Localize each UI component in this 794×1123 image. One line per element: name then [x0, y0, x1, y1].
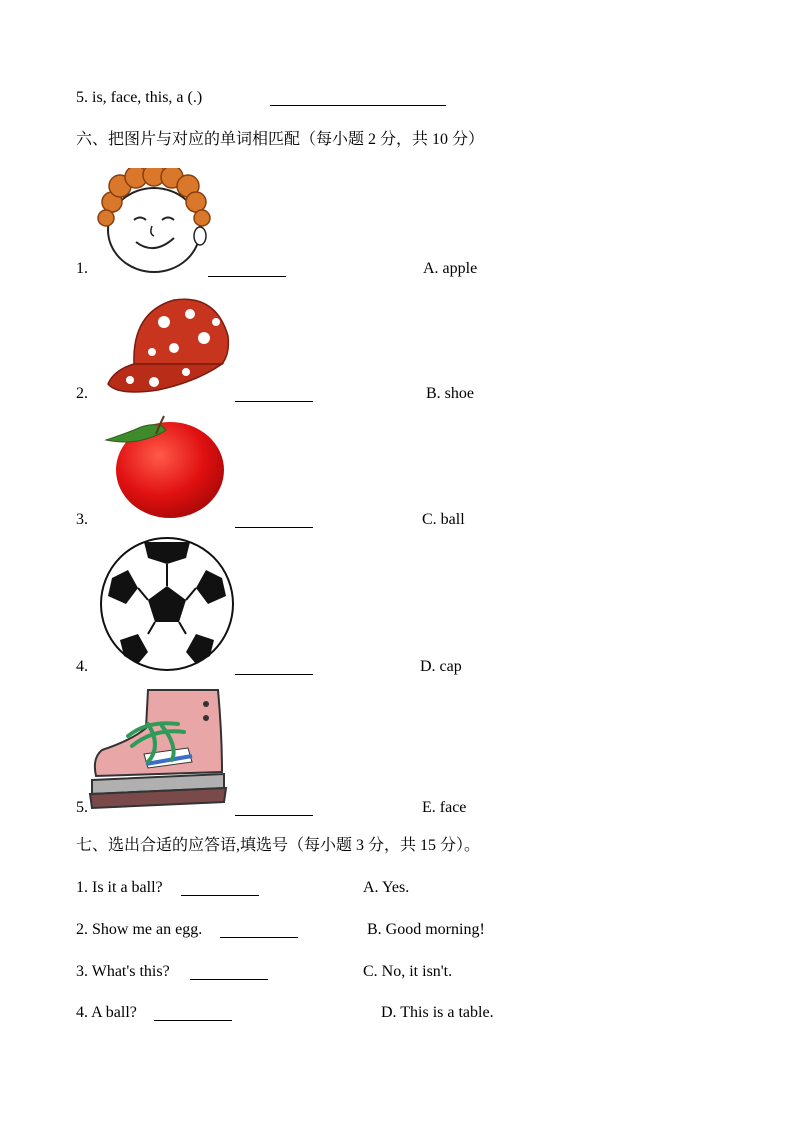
answer-blank-6-4[interactable] — [235, 674, 313, 675]
question-3: 3. What's this? — [76, 963, 170, 980]
answer-blank-7-3[interactable] — [190, 979, 268, 980]
ball-icon — [98, 536, 236, 672]
item-5-number: 5. — [76, 799, 88, 816]
item-1-number: 1. — [76, 260, 88, 277]
item-4-number: 4. — [76, 658, 88, 675]
answer-blank-6-1[interactable] — [208, 276, 286, 277]
answer-blank-reorder-5[interactable] — [270, 105, 446, 106]
cap-icon — [104, 292, 232, 398]
answer-d: D. This is a table. — [381, 1004, 494, 1021]
answer-blank-6-2[interactable] — [235, 401, 313, 402]
answer-blank-6-5[interactable] — [235, 815, 313, 816]
answer-b: B. Good morning! — [367, 921, 485, 938]
apple-icon — [104, 412, 228, 520]
item-2-number: 2. — [76, 385, 88, 402]
question-2: 2. Show me an egg. — [76, 921, 203, 938]
item-3-number: 3. — [76, 511, 88, 528]
face-icon — [96, 168, 212, 274]
reorder-item-5: 5. is, face, this, a (.) — [76, 89, 203, 106]
shoe-icon — [88, 684, 228, 812]
question-4: 4. A ball? — [76, 1004, 137, 1021]
section-6-heading: 六、把图片与对应的单词相匹配（每小题 2 分，共 10 分） — [76, 131, 485, 148]
option-d: D. cap — [420, 658, 462, 675]
option-e: E. face — [422, 799, 467, 816]
answer-blank-7-4[interactable] — [154, 1020, 232, 1021]
answer-blank-7-1[interactable] — [181, 895, 259, 896]
answer-blank-6-3[interactable] — [235, 527, 313, 528]
option-b: B. shoe — [426, 385, 474, 402]
answer-c: C. No, it isn't. — [363, 963, 453, 980]
answer-a: A. Yes. — [363, 879, 410, 896]
option-a: A. apple — [423, 260, 478, 277]
question-1: 1. Is it a ball? — [76, 879, 163, 896]
option-c: C. ball — [422, 511, 465, 528]
section-7-heading: 七、选出合适的应答语,填选号（每小题 3 分，共 15 分）。 — [76, 837, 481, 854]
answer-blank-7-2[interactable] — [220, 937, 298, 938]
